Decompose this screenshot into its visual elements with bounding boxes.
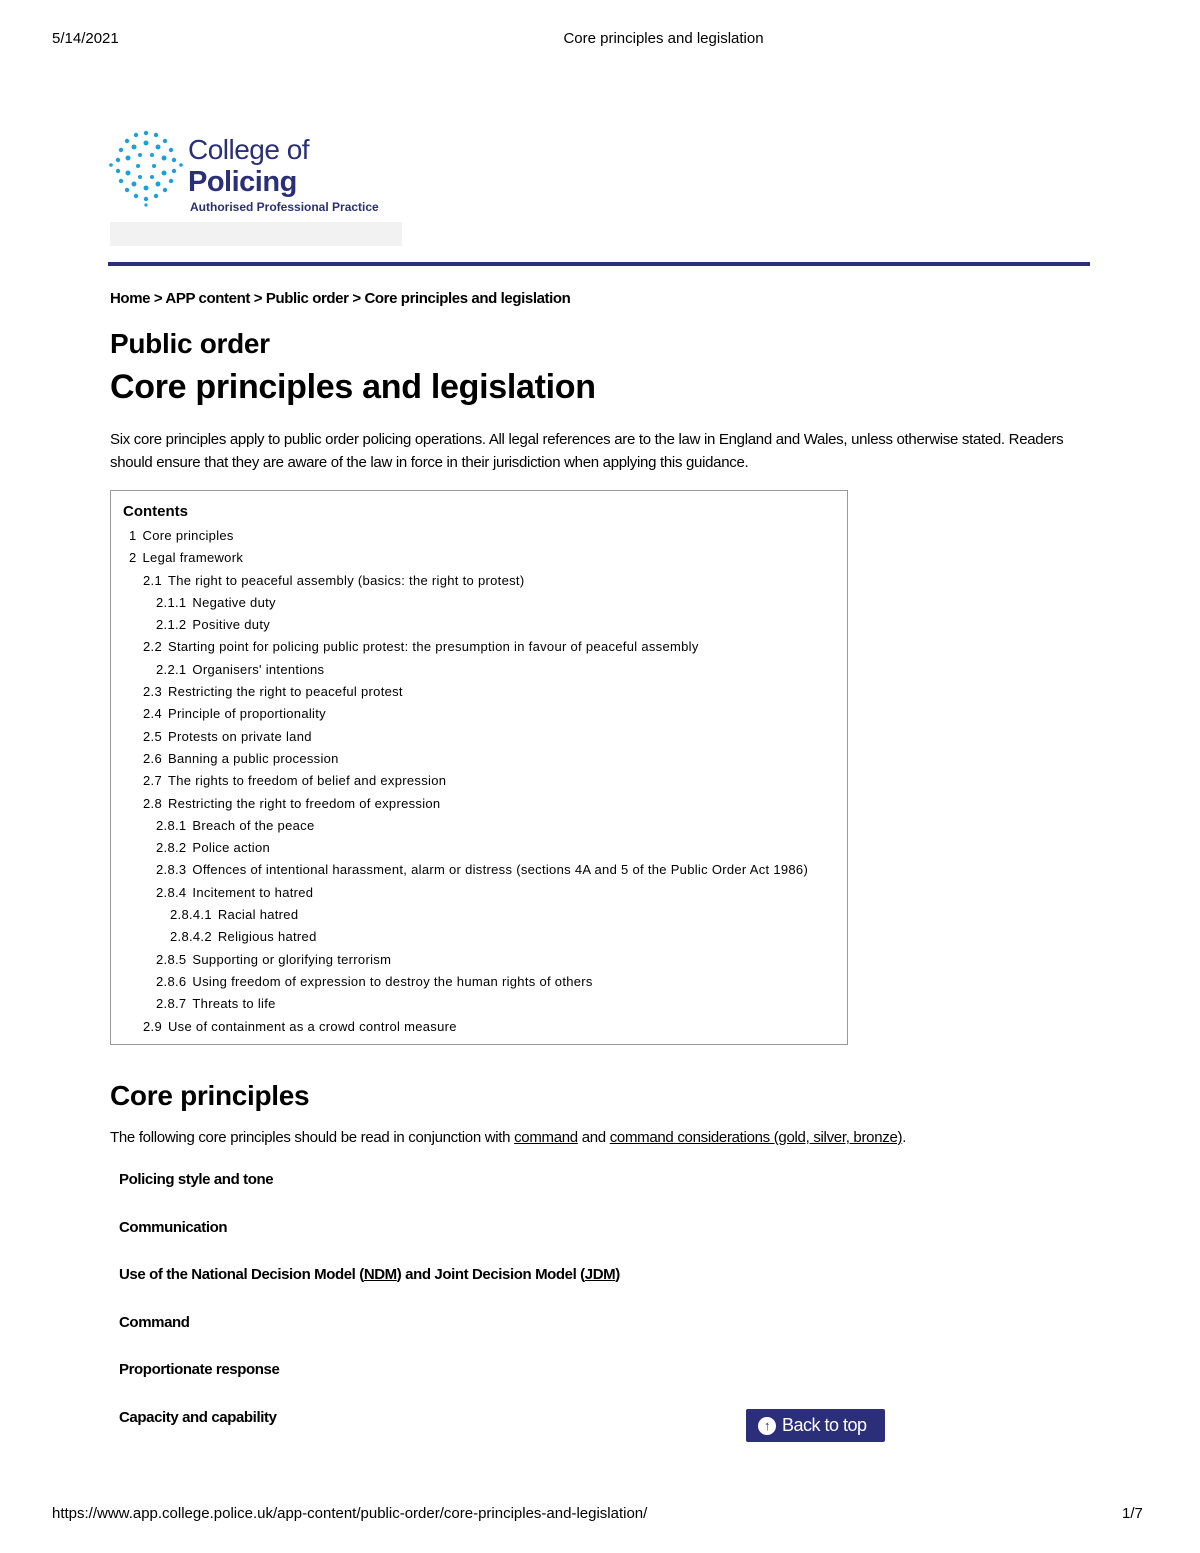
contents-item[interactable] bbox=[111, 681, 808, 703]
table-of-contents bbox=[110, 490, 848, 1045]
contents-item-label: Racial hatred bbox=[217, 907, 299, 923]
intro-paragraph: Six core principles apply to public order policing operations. All legal references are to the law in England and Wales, unless otherwise stated. Readers should ensure that they are aware of the law in force in their jurisdiction when applying this guidance. bbox=[110, 431, 1064, 471]
footer-page-number: 1/7 bbox=[1122, 1505, 1143, 1522]
contents-item[interactable] bbox=[111, 882, 808, 904]
breadcrumb-separator: > bbox=[249, 290, 266, 307]
contents-item-number: 2.1 bbox=[143, 572, 162, 588]
principle-policing-style[interactable]: Policing style and tone bbox=[119, 1171, 274, 1188]
contents-item-label: Banning a public procession bbox=[167, 750, 339, 766]
principle-command[interactable]: Command bbox=[119, 1314, 190, 1331]
contents-item-number: 2.1.1 bbox=[156, 594, 187, 610]
print-page-title: Core principles and legislation bbox=[563, 30, 764, 47]
contents-item[interactable] bbox=[111, 547, 808, 569]
contents-item[interactable] bbox=[111, 793, 808, 815]
contents-item[interactable] bbox=[111, 525, 808, 547]
contents-item-label: Legal framework bbox=[142, 550, 244, 566]
contents-item[interactable] bbox=[111, 703, 808, 725]
principle-ndm-text: Use of the National Decision Model ( bbox=[119, 1266, 364, 1283]
contents-item-label: Restricting the right to freedom of expression bbox=[167, 795, 441, 811]
principle-communication[interactable]: Communication bbox=[119, 1219, 228, 1236]
logo-line2: Policing bbox=[188, 166, 297, 198]
command-considerations-link[interactable]: command considerations (gold, silver, bronze) bbox=[609, 1129, 903, 1146]
contents-item[interactable] bbox=[111, 1016, 808, 1038]
contents-item[interactable] bbox=[111, 926, 808, 948]
contents-item-label: Incitement to hatred bbox=[192, 884, 314, 900]
contents-item-label: Negative duty bbox=[192, 594, 276, 610]
contents-item-number: 2.2.1 bbox=[156, 661, 187, 677]
contents-item-label: Core principles bbox=[142, 528, 234, 543]
contents-item-label: Restricting the right to peaceful protest bbox=[167, 684, 403, 700]
contents-item[interactable] bbox=[111, 770, 808, 792]
contents-item-label: Supporting or glorifying terrorism bbox=[192, 951, 392, 967]
breadcrumb-app-content[interactable]: APP content bbox=[165, 290, 250, 307]
contents-item-number: 2.8.5 bbox=[156, 951, 187, 967]
contents-item-number: 2.8.7 bbox=[156, 996, 187, 1012]
back-to-top-label: Back to top bbox=[782, 1415, 867, 1435]
contents-item-number: 2 bbox=[129, 550, 137, 566]
contents-item[interactable] bbox=[111, 636, 808, 658]
contents-item-number: 2.8.4.2 bbox=[170, 929, 212, 945]
contents-item-number: 2.8 bbox=[143, 795, 162, 811]
contents-item[interactable] bbox=[111, 993, 808, 1015]
contents-item[interactable] bbox=[111, 815, 808, 837]
core-intro-text-middle: and bbox=[577, 1129, 610, 1146]
breadcrumb bbox=[110, 290, 570, 307]
contents-item-number: 2.2 bbox=[143, 639, 162, 655]
contents-item-label: The right to peaceful assembly (basics: the right to protest) bbox=[167, 572, 525, 588]
contents-item-number: 2.8.2 bbox=[156, 840, 187, 856]
contents-item-label: Organisers' intentions bbox=[192, 661, 325, 677]
contents-item-label: Protests on private land bbox=[167, 728, 312, 744]
breadcrumb-current: Core principles and legislation bbox=[364, 290, 571, 307]
contents-item[interactable] bbox=[111, 904, 808, 926]
contents-item-label: Offences of intentional harassment, alarm or distress (sections 4A and 5 of the Public Order Act 1986) bbox=[192, 862, 809, 878]
search-bar-placeholder bbox=[110, 222, 402, 246]
core-intro-text-end: . bbox=[902, 1129, 907, 1146]
ndm-abbreviation[interactable]: NDM bbox=[363, 1266, 397, 1283]
contents-item-label: Religious hatred bbox=[217, 929, 317, 945]
contents-title: Contents bbox=[123, 503, 188, 520]
jdm-abbreviation[interactable]: JDM bbox=[584, 1266, 616, 1283]
contents-item-label: Principle of proportionality bbox=[167, 706, 326, 722]
contents-item-label: Starting point for policing public protest: the presumption in favour of peaceful assembly bbox=[167, 639, 699, 655]
contents-item[interactable] bbox=[111, 748, 808, 770]
core-intro-text: The following core principles should be read in conjunction with bbox=[110, 1129, 515, 1146]
contents-item-label: Breach of the peace bbox=[192, 817, 315, 833]
contents-item-number: 2.1.2 bbox=[156, 617, 187, 633]
header-divider bbox=[108, 262, 1090, 266]
principle-proportionate-response[interactable]: Proportionate response bbox=[119, 1361, 280, 1378]
section-title: Public order bbox=[110, 328, 270, 359]
logo-tagline: Authorised Professional Practice bbox=[190, 200, 379, 214]
principle-close-paren: ) bbox=[615, 1266, 620, 1283]
contents-item-label: The rights to freedom of belief and expression bbox=[167, 773, 447, 789]
contents-item[interactable] bbox=[111, 726, 808, 748]
contents-item[interactable] bbox=[111, 859, 808, 881]
breadcrumb-separator: > bbox=[150, 290, 166, 307]
logo-line1: College of bbox=[188, 134, 310, 165]
contents-item-label: Positive duty bbox=[192, 617, 271, 633]
breadcrumb-separator: > bbox=[348, 290, 365, 307]
contents-item-number: 2.6 bbox=[143, 750, 162, 766]
arrow-up-icon: ↑ bbox=[758, 1417, 776, 1435]
contents-item-label: Police action bbox=[192, 840, 271, 856]
breadcrumb-public-order[interactable]: Public order bbox=[265, 290, 349, 307]
core-principles-heading: Core principles bbox=[110, 1080, 310, 1111]
contents-item-number: 2.9 bbox=[143, 1018, 162, 1034]
breadcrumb-home[interactable]: Home bbox=[110, 290, 151, 307]
contents-item[interactable] bbox=[111, 659, 808, 681]
footer-url: https://www.app.college.police.uk/app-content/public-order/core-principles-and-legislation/ bbox=[52, 1505, 648, 1522]
contents-item-number: 2.7 bbox=[143, 773, 162, 789]
contents-item-number: 2.8.1 bbox=[156, 817, 187, 833]
logo-dots-icon bbox=[108, 128, 184, 208]
contents-item[interactable] bbox=[111, 570, 808, 592]
contents-item-number: 2.4 bbox=[143, 706, 162, 722]
contents-item[interactable] bbox=[111, 614, 808, 636]
command-link[interactable]: command bbox=[514, 1129, 578, 1146]
principle-decision-models[interactable] bbox=[119, 1266, 620, 1283]
contents-item-number: 2.8.4.1 bbox=[170, 907, 212, 923]
contents-item-number: 2.8.6 bbox=[156, 973, 187, 989]
contents-item[interactable] bbox=[111, 949, 808, 971]
contents-item-number: 1 bbox=[129, 528, 137, 543]
print-date: 5/14/2021 bbox=[52, 30, 119, 47]
back-to-top-button[interactable] bbox=[746, 1409, 885, 1442]
contents-item[interactable] bbox=[111, 971, 808, 993]
contents-item[interactable] bbox=[111, 837, 808, 859]
college-of-policing-logo[interactable] bbox=[108, 128, 408, 218]
core-principles-intro bbox=[110, 1129, 906, 1146]
contents-item-label: Threats to life bbox=[192, 996, 276, 1012]
contents-item-label: Using freedom of expression to destroy the human rights of others bbox=[192, 973, 593, 989]
contents-list bbox=[111, 525, 808, 1038]
contents-item[interactable] bbox=[111, 592, 808, 614]
contents-item-number: 2.5 bbox=[143, 728, 162, 744]
principle-jdm-text: ) and Joint Decision Model ( bbox=[396, 1266, 585, 1283]
contents-item-number: 2.8.4 bbox=[156, 884, 187, 900]
page-title: Core principles and legislation bbox=[110, 368, 596, 406]
principle-capacity-capability[interactable]: Capacity and capability bbox=[119, 1409, 277, 1426]
contents-item-number: 2.3 bbox=[143, 684, 162, 700]
contents-item-label: Use of containment as a crowd control measure bbox=[167, 1018, 457, 1034]
contents-item-number: 2.8.3 bbox=[156, 862, 187, 878]
